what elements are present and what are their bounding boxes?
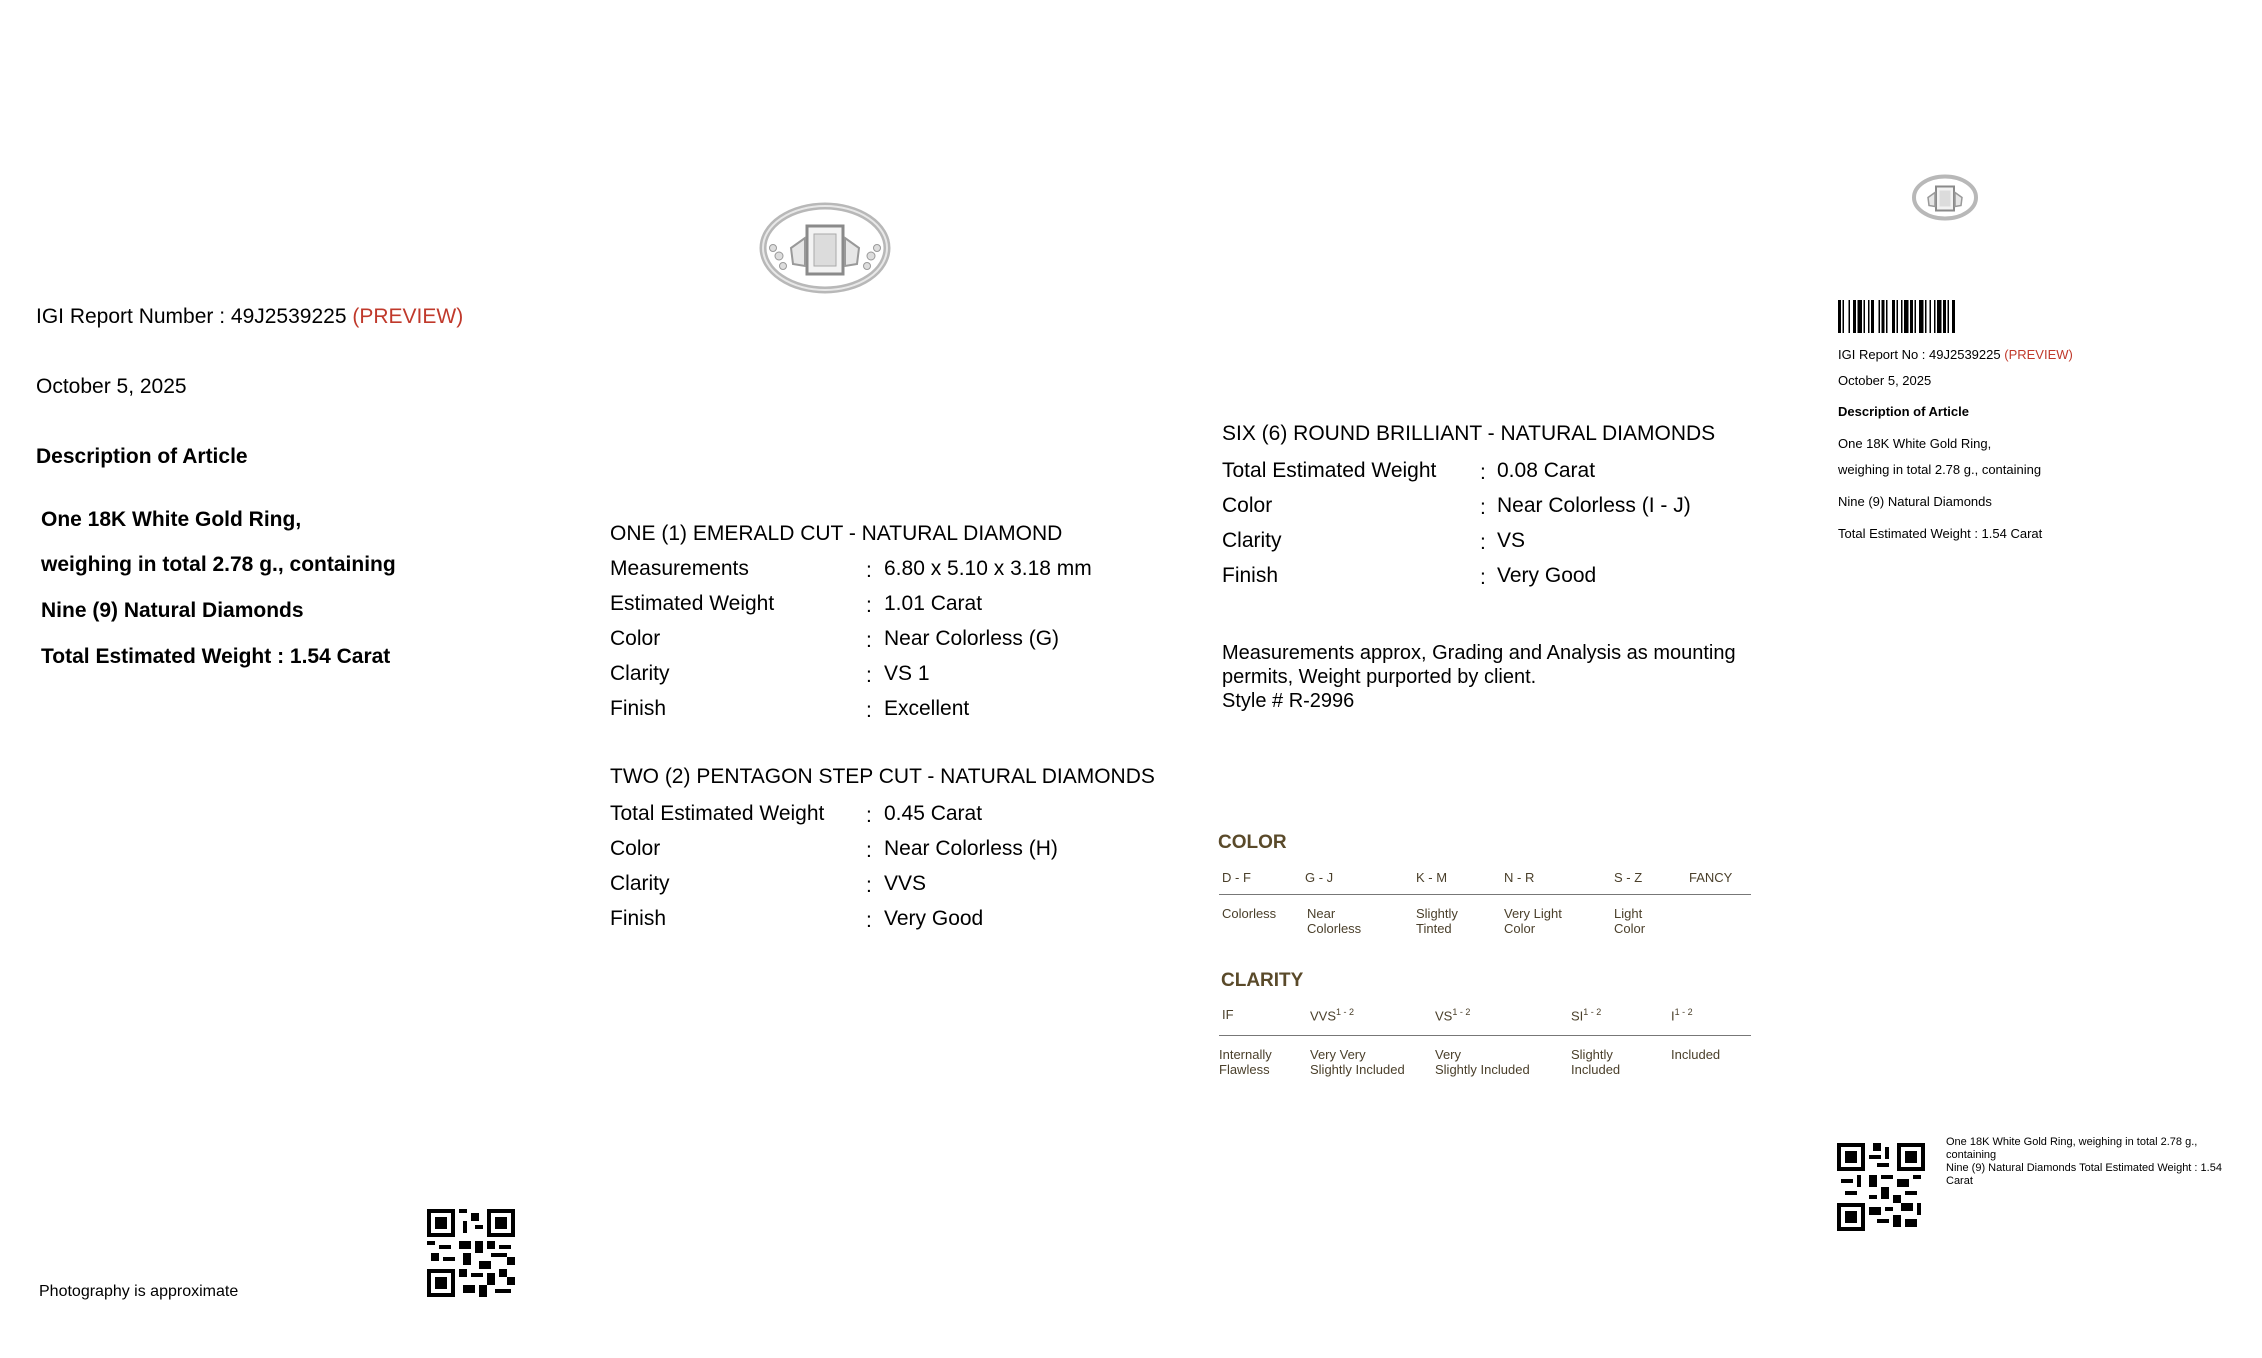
color-grade: S - Z bbox=[1614, 870, 1643, 885]
clarity-description: Very Very Slightly Included bbox=[1310, 1047, 1405, 1077]
clarity-description: Included bbox=[1671, 1047, 1721, 1062]
row-label: Color bbox=[610, 627, 661, 650]
round-row bbox=[1222, 494, 1762, 529]
color-scale-heading: COLOR bbox=[1218, 832, 1287, 853]
description-line: Total Estimated Weight : 1.54 Carat bbox=[41, 645, 391, 668]
row-value: 6.80 x 5.10 x 3.18 mm bbox=[884, 557, 1092, 580]
preview-badge: (PREVIEW) bbox=[352, 305, 464, 328]
side-description-line: Total Estimated Weight : 1.54 Carat bbox=[1838, 526, 2043, 541]
pentagon-title: TWO (2) PENTAGON STEP CUT - NATURAL DIAMONDS bbox=[610, 765, 1155, 788]
comment-line: Measurements approx, Grading and Analysis as mounting bbox=[1222, 642, 1736, 664]
row-colon: : bbox=[866, 874, 872, 897]
emerald-row bbox=[610, 557, 1170, 592]
barcode bbox=[1838, 300, 2016, 333]
color-grade: N - R bbox=[1504, 870, 1535, 885]
side-description-heading: Description of Article bbox=[1838, 404, 1969, 419]
pentagon-row bbox=[610, 837, 1170, 872]
row-value: 1.01 Carat bbox=[884, 592, 983, 615]
clarity-grade: SI$^{1 - 2}$ bbox=[1571, 1007, 1602, 1024]
round-title: SIX (6) ROUND BRILLIANT - NATURAL DIAMONDS bbox=[1222, 422, 1716, 445]
row-colon: : bbox=[866, 629, 872, 652]
row-label: Color bbox=[610, 837, 661, 860]
clarity-grade: VVS$^{1 - 2}$ bbox=[1310, 1007, 1355, 1024]
clarity-grade: $I^{1 - 2}$ bbox=[1671, 1007, 1693, 1024]
row-value: VS 1 bbox=[884, 662, 930, 685]
side-report-number bbox=[1838, 347, 2073, 362]
row-colon: : bbox=[866, 664, 872, 687]
clarity-scale-divider bbox=[1219, 1035, 1751, 1036]
clarity-grade: IF bbox=[1222, 1007, 1234, 1022]
row-value: Near Colorless (G) bbox=[884, 627, 1060, 650]
row-label: Finish bbox=[1222, 564, 1279, 587]
row-colon: : bbox=[866, 699, 872, 722]
ring-image bbox=[735, 178, 915, 318]
report-number bbox=[36, 305, 463, 329]
round-row bbox=[1222, 529, 1762, 564]
row-value: Near Colorless (H) bbox=[884, 837, 1058, 860]
color-grade: K - M bbox=[1416, 870, 1448, 885]
row-label: Color bbox=[1222, 494, 1273, 517]
color-grade: G - J bbox=[1305, 870, 1334, 885]
description-line: weighing in total 2.78 g., containing bbox=[41, 553, 396, 576]
emerald-row bbox=[610, 697, 1170, 732]
row-value: 0.45 Carat bbox=[884, 802, 983, 825]
color-description: Colorless bbox=[1222, 906, 1277, 921]
qr-code bbox=[427, 1209, 515, 1297]
row-label: Clarity bbox=[610, 872, 670, 895]
round-row bbox=[1222, 459, 1762, 494]
color-scale-divider bbox=[1219, 894, 1751, 895]
row-value: Very Good bbox=[884, 907, 984, 930]
report-number-label: IGI Report Number : 49J2539225 bbox=[36, 305, 347, 328]
photo-note: Photography is approximate bbox=[39, 1283, 239, 1300]
row-value: VVS bbox=[884, 872, 927, 895]
comment-line: permits, Weight purported by client. bbox=[1222, 666, 1537, 688]
pentagon-row bbox=[610, 802, 1170, 837]
row-colon: : bbox=[1480, 531, 1486, 554]
comments bbox=[1222, 641, 1736, 713]
color-grade: D - F bbox=[1222, 870, 1251, 885]
row-colon: : bbox=[866, 839, 872, 862]
color-description: Near Colorless bbox=[1307, 906, 1362, 936]
emerald-row bbox=[610, 627, 1170, 662]
emerald-row bbox=[610, 592, 1170, 627]
ring-thumbnail bbox=[1900, 160, 1990, 235]
color-description: Very Light Color bbox=[1504, 906, 1562, 936]
side-qr-caption: One 18K White Gold Ring, weighing in total 2.78 g., containing Nine (9) Natural Diamonds Total Estimated Weight : 1.54 Carat bbox=[1946, 1136, 2222, 1187]
row-label: Estimated Weight bbox=[610, 592, 775, 615]
row-label: Finish bbox=[610, 907, 667, 930]
report-date: October 5, 2025 bbox=[36, 375, 187, 398]
description-line: One 18K White Gold Ring, bbox=[41, 508, 302, 531]
clarity-description: Slightly Included bbox=[1571, 1047, 1621, 1077]
row-colon: : bbox=[866, 804, 872, 827]
row-value: 0.08 Carat bbox=[1497, 459, 1596, 482]
description-line: Nine (9) Natural Diamonds bbox=[41, 599, 304, 622]
row-label: Finish bbox=[610, 697, 667, 720]
row-colon: : bbox=[1480, 461, 1486, 484]
row-label: Total Estimated Weight bbox=[1222, 459, 1437, 482]
clarity-grade: VS$^{1 - 2}$ bbox=[1435, 1007, 1471, 1024]
color-description: Slightly Tinted bbox=[1416, 906, 1458, 936]
row-label: Clarity bbox=[1222, 529, 1282, 552]
side-description-line: One 18K White Gold Ring, bbox=[1838, 436, 1992, 451]
emerald-title: ONE (1) EMERALD CUT - NATURAL DIAMOND bbox=[610, 522, 1063, 545]
row-label: Clarity bbox=[610, 662, 670, 685]
side-description-line: Nine (9) Natural Diamonds bbox=[1838, 494, 1992, 509]
row-colon: : bbox=[866, 909, 872, 932]
clarity-scale-heading: CLARITY bbox=[1221, 970, 1304, 991]
color-grade: FANCY bbox=[1689, 870, 1733, 885]
emerald-row bbox=[610, 662, 1170, 697]
clarity-description: Internally Flawless bbox=[1219, 1047, 1272, 1077]
pentagon-row bbox=[610, 907, 1170, 942]
row-value: Near Colorless (I - J) bbox=[1497, 494, 1691, 517]
row-label: Measurements bbox=[610, 557, 749, 580]
round-row bbox=[1222, 564, 1762, 599]
row-value: VS bbox=[1497, 529, 1526, 552]
row-colon: : bbox=[866, 594, 872, 617]
row-colon: : bbox=[1480, 566, 1486, 589]
description-heading: Description of Article bbox=[36, 445, 248, 468]
row-colon: : bbox=[1480, 496, 1486, 519]
side-description-line: weighing in total 2.78 g., containing bbox=[1838, 462, 2042, 477]
clarity-description: Very Slightly Included bbox=[1435, 1047, 1530, 1077]
pentagon-row bbox=[610, 872, 1170, 907]
side-date: October 5, 2025 bbox=[1838, 373, 1932, 388]
color-description: Light Color bbox=[1614, 906, 1646, 936]
row-label: Total Estimated Weight bbox=[610, 802, 825, 825]
row-value: Very Good bbox=[1497, 564, 1597, 587]
row-value: Excellent bbox=[884, 697, 970, 720]
style-number: Style # R-2996 bbox=[1222, 690, 1355, 712]
side-qr-code bbox=[1837, 1143, 1925, 1231]
side-report-label: IGI Report No : 49J2539225 bbox=[1838, 347, 2001, 362]
row-colon: : bbox=[866, 559, 872, 582]
side-preview-badge: (PREVIEW) bbox=[2004, 347, 2073, 362]
